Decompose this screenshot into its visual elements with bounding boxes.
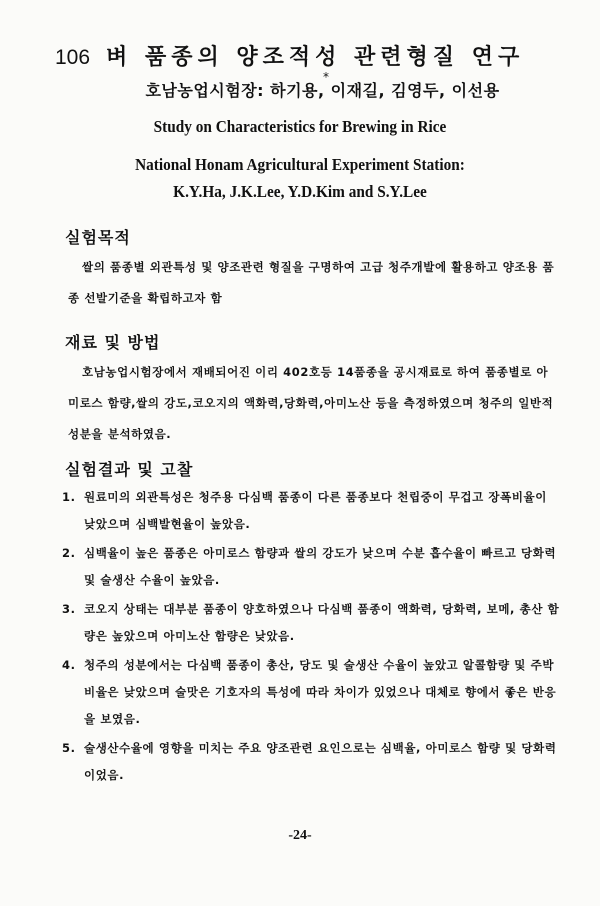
result-text: 원료미의 외관특성은 청주용 다심백 품종이 다른 품종보다 천립중이 무겁고 장폭비율이 낮았으며 심백발현율이 높았음.: [84, 490, 547, 531]
result-number: 4.: [62, 658, 76, 672]
result-item: [62, 540, 560, 594]
result-text: 코오지 상태는 대부분 품종이 양호하였으나 다심백 품종이 액화력, 당화력, 보메, 총산 함량은 높았으며 아미노산 함량은 낮았음.: [84, 602, 560, 643]
objective-paragraph: [68, 252, 558, 314]
section-heading-methods: 재료 및 방법: [65, 333, 161, 352]
methods-paragraph: [68, 357, 558, 450]
authors-korean-text: 호남농업시험장: 하기용, 이재길, 김영두, 이선용: [145, 81, 500, 100]
paper-title-korean: 벼 품종의 양조적성 관련형질 연구: [106, 45, 525, 70]
result-item: [62, 596, 560, 650]
result-text: 심백율이 높은 품종은 아미로스 함량과 쌀의 강도가 낮으며 수분 흡수율이 빠르고 당화력 및 술생산 수율이 높았음.: [84, 546, 557, 587]
methods-text: 호남농업시험장에서 재배되어진 이리 402호등 14품종을 공시재료로 하여 품종별로 아미로스 함량,쌀의 강도,코오지의 액화력,당화력,아미노산 등을 측정하였으며 청주의 일반적 성분을 분석하였음.: [68, 365, 554, 441]
corresponding-author-mark: *: [323, 70, 329, 84]
result-number: 1.: [62, 490, 76, 504]
page-number: -24-: [288, 828, 312, 843]
paper-number: 106: [55, 46, 91, 69]
authors-korean: [0, 78, 600, 101]
result-number: 5.: [62, 741, 76, 755]
paper-title-english: Study on Characteristics for Brewing in Rice: [153, 117, 447, 136]
result-number: 2.: [62, 546, 76, 560]
result-text: 청주의 성분에서는 다심백 품종이 총산, 당도 및 술생산 수율이 높았고 알콜함량 및 주박비율은 낮았으며 술맛은 기호자의 특성에 따라 차이가 있었으나 대체로 향에서 좋은 반응을 보였음.: [84, 658, 557, 726]
result-number: 3.: [62, 602, 76, 616]
result-item: [62, 484, 560, 538]
authors-english: K.Y.Ha, J.K.Lee, Y.D.Kim and S.Y.Lee: [173, 182, 427, 201]
title-row: [55, 40, 570, 71]
result-item: [62, 652, 560, 733]
section-heading-results: 실험결과 및 고찰: [65, 460, 194, 479]
results-list: [62, 484, 560, 791]
institution-english: National Honam Agricultural Experiment Station:: [135, 155, 465, 174]
objective-text: 쌀의 품종별 외관특성 및 양조관련 형질을 구명하여 고급 청주개발에 활용하고 양조용 품종 선발기준을 확립하고자 함: [68, 260, 555, 305]
result-item: [62, 735, 560, 789]
section-heading-objective: 실험목적: [65, 228, 131, 247]
result-text: 술생산수율에 영향을 미치는 주요 양조관련 요인으로는 심백율, 아미로스 함량 및 당화력이었음.: [84, 741, 557, 782]
